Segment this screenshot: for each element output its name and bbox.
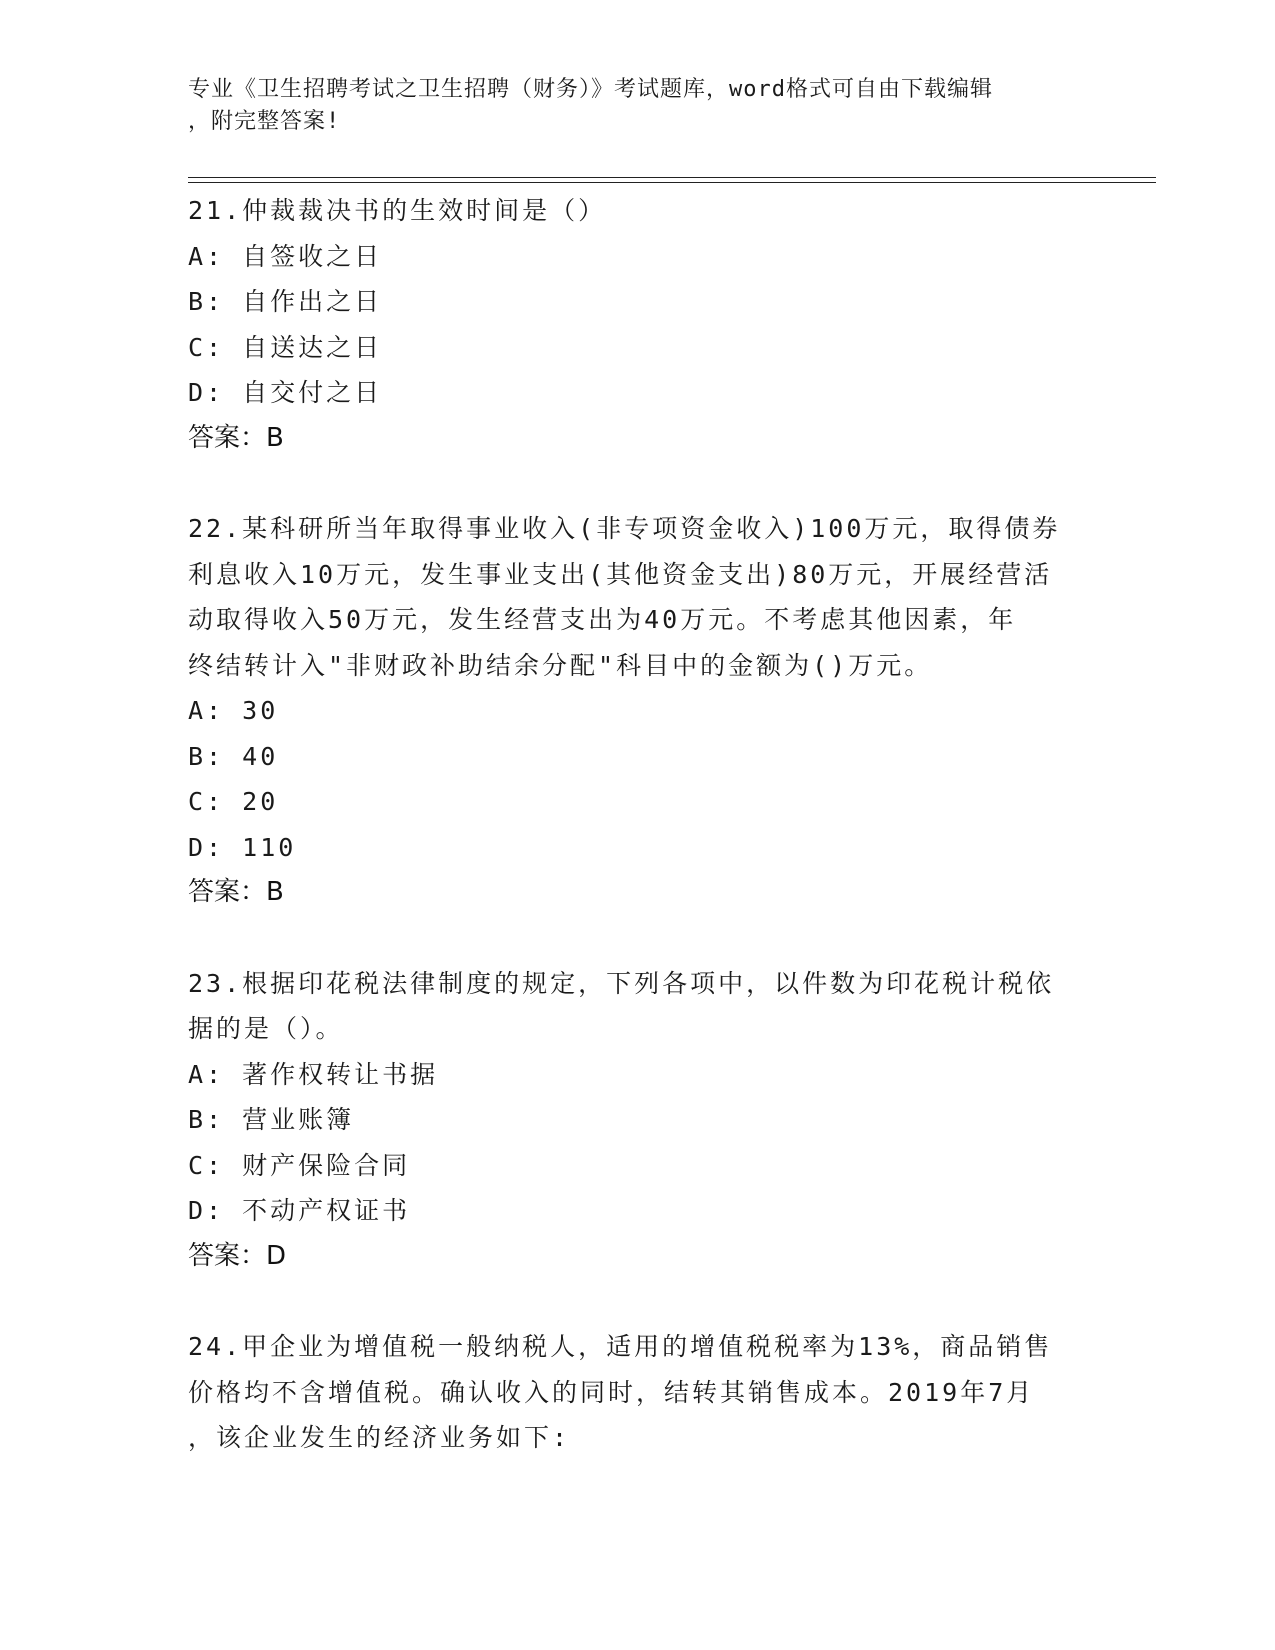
option-a: A: 著作权转让书据 [188,1059,439,1089]
option-b: B: 40 [188,741,279,771]
option-a: A: 自签收之日 [188,241,383,271]
answer-label: 答案：D [188,1240,287,1271]
option-d: D: 110 [188,832,297,862]
question-23 [188,961,1088,1280]
option-b: B: 营业账簿 [188,1105,355,1134]
question-22 [188,506,1088,916]
question-text-line: 价格均不含增值税。确认收入的同时，结转其销售成本。2019年7月 [188,1377,1035,1407]
question-text-line: 动取得收入50万元，发生经营支出为40万元。不考虑其他因素，年 [188,605,1017,634]
header-divider-bottom [188,182,1156,183]
question-text-line: 利息收入10万元，发生事业支出(其他资金支出)80万元，开展经营活 [188,559,1053,589]
option-c: C: 20 [188,787,279,816]
question-text-line: 24.甲企业为增值税一般纳税人，适用的增值税税率为13%，商品销售 [188,1332,1053,1361]
question-text-line: 据的是（）。 [188,1014,344,1043]
question-text-line: 23.根据印花税法律制度的规定，下列各项中，以件数为印花税计税依 [188,968,1055,998]
question-text-line: 终结转计入"非财政补助结余分配"科目中的金额为()万元。 [188,650,933,680]
question-text-line: ，该企业发生的经济业务如下: [188,1423,571,1452]
document-header [188,74,1078,138]
header-line-1: 专业《卫生招聘考试之卫生招聘（财务）》考试题库，word格式可自由下载编辑 [188,77,993,102]
answer-label: 答案：B [188,877,284,907]
answer-label: 答案：B [188,422,284,453]
question-text-line: 21.仲裁裁决书的生效时间是（） [188,196,607,225]
question-21 [188,188,1088,461]
option-b: B: 自作出之日 [188,287,383,316]
option-d: D: 自交付之日 [188,378,383,407]
question-24 [188,1324,1088,1461]
option-d: D: 不动产权证书 [188,1196,411,1225]
option-c: C: 财产保险合同 [188,1150,411,1180]
header-divider-top [188,177,1156,178]
header-line-2: ，附完整答案! [188,109,341,134]
question-text-line: 22.某科研所当年取得事业收入(非专项资金收入)100万元，取得债券 [188,514,1061,543]
option-c: C: 自送达之日 [188,332,383,362]
option-a: A: 30 [188,696,279,725]
question-list [188,188,1088,1461]
